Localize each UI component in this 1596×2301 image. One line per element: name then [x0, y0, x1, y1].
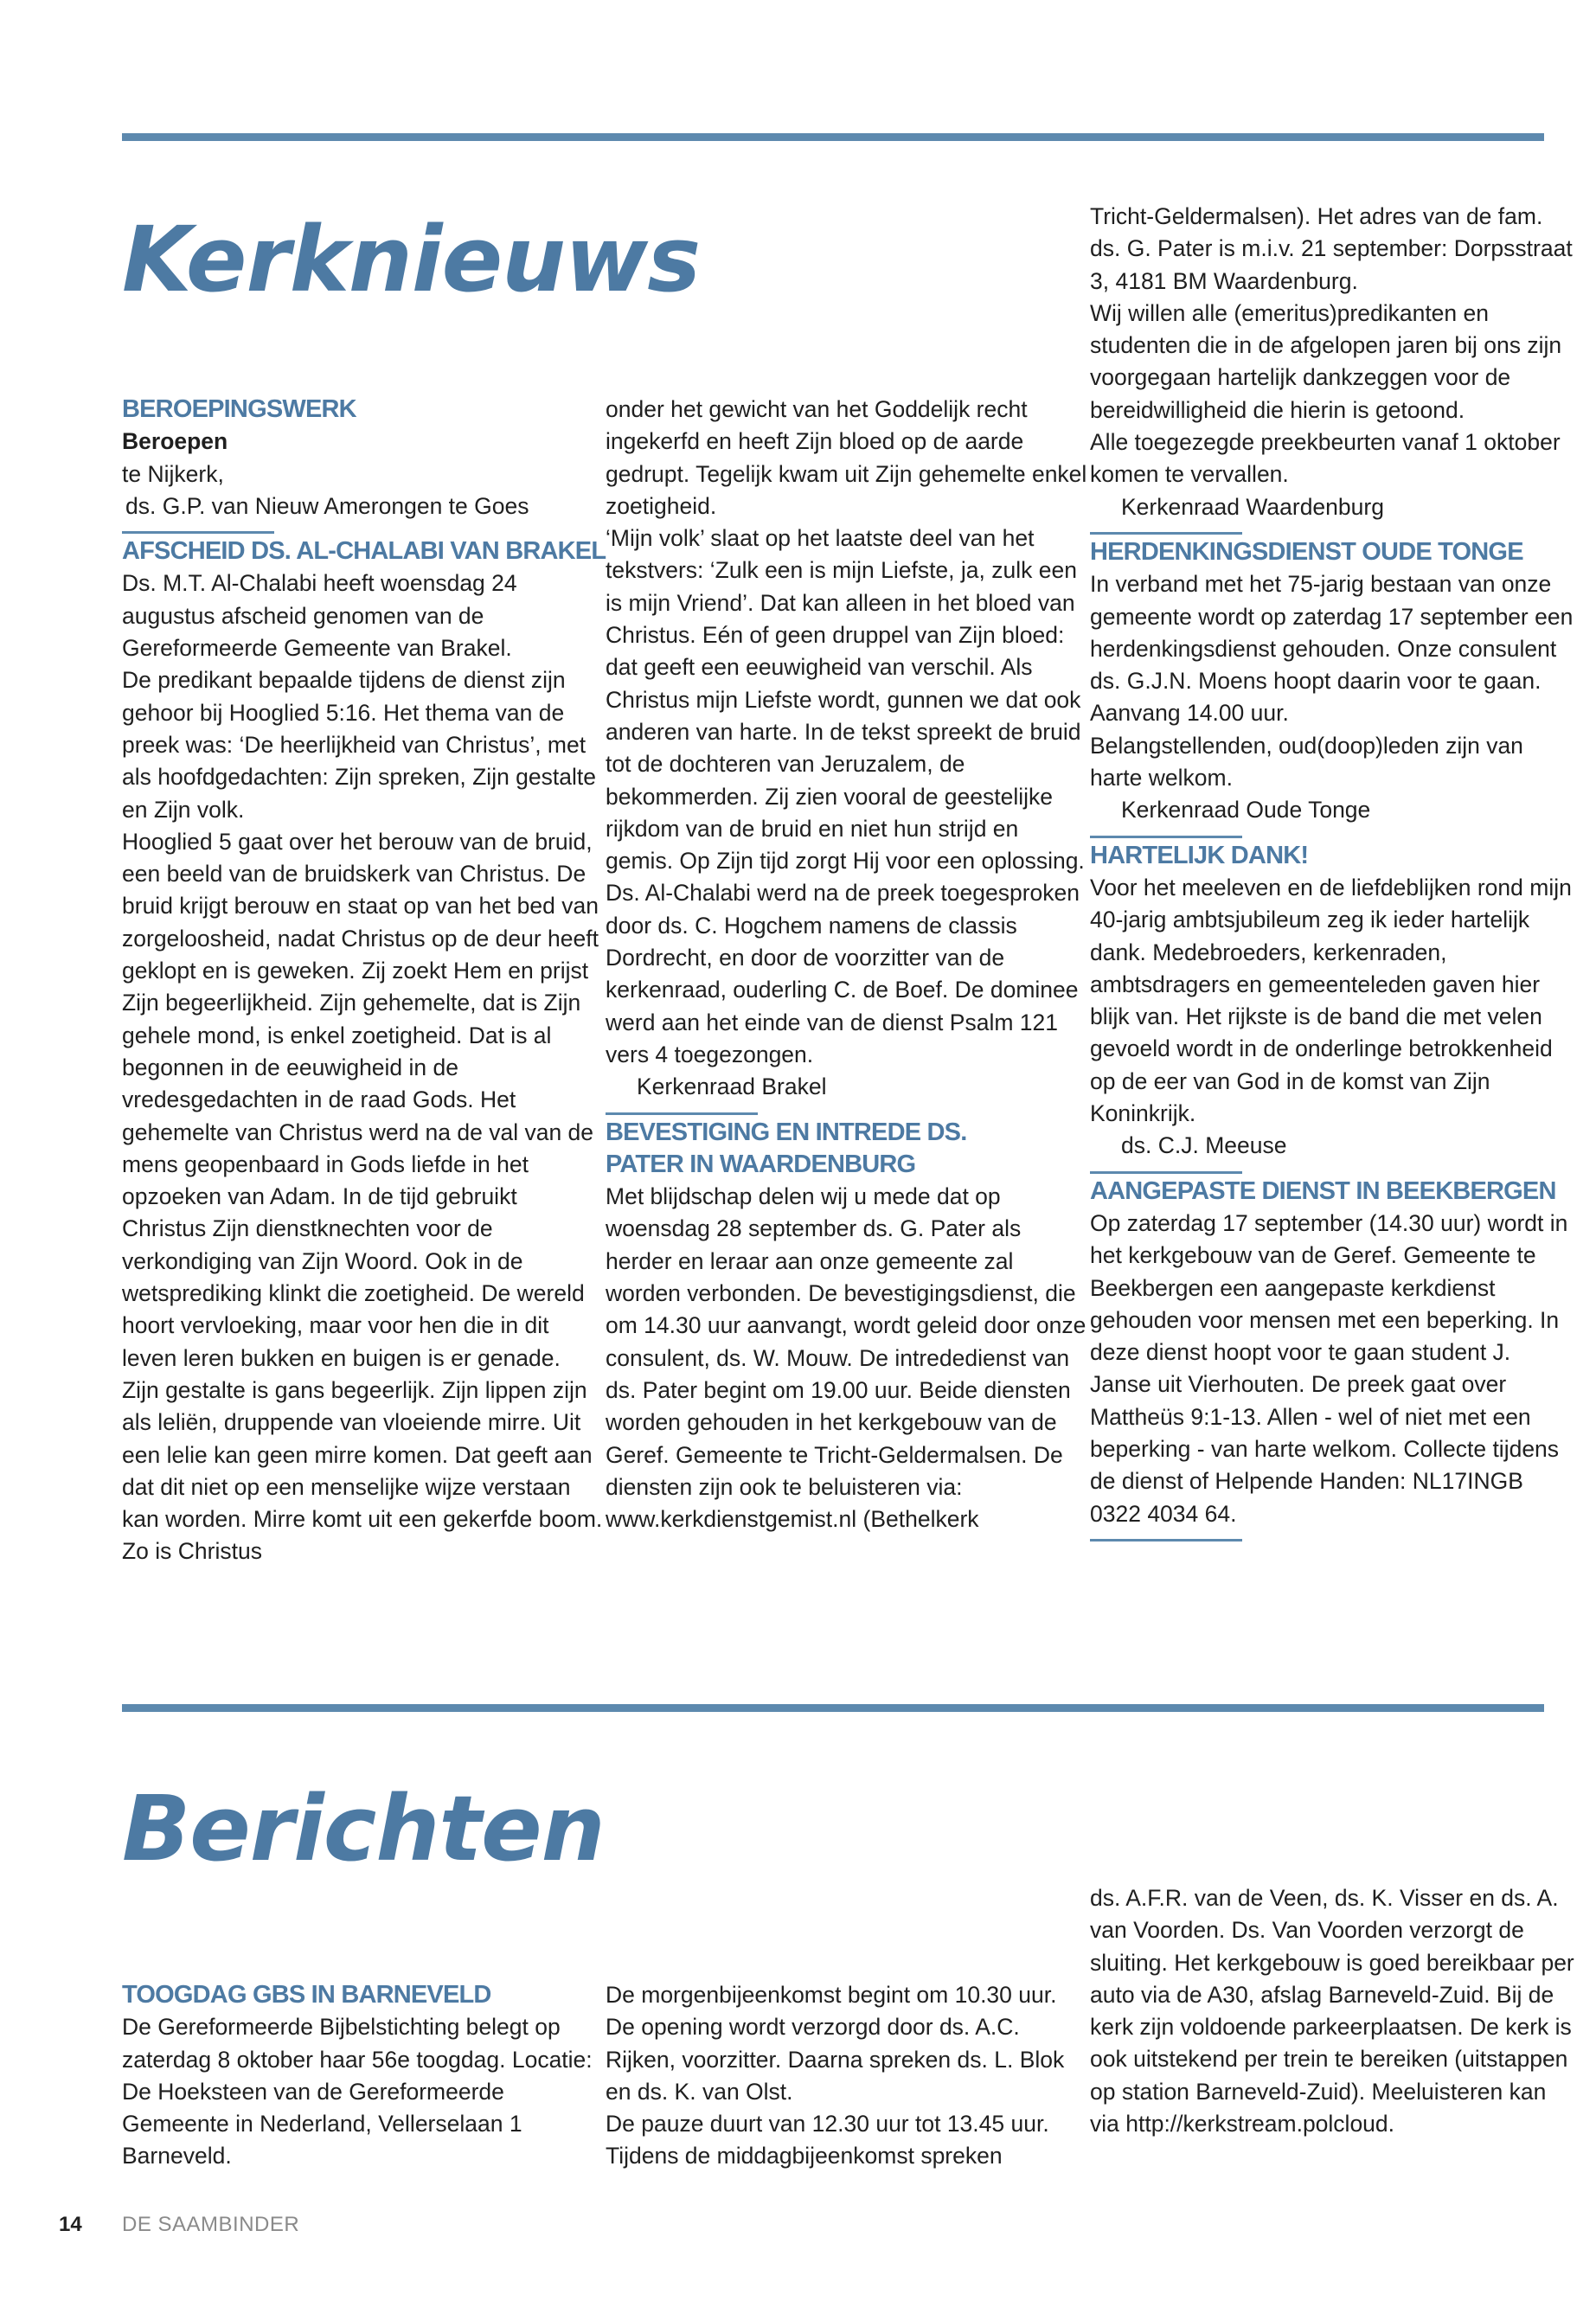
- paragraph: ds. A.F.R. van de Veen, ds. K. Visser en ds. A. van Voorden. Ds. Van Voorden verzorgt de sluiting. Het kerkgebouw is goed bereikbaar per auto via de A30, afslag Barneveld-Zuid. Bij de kerk zijn voldoende parkeerplaatsen. De kerk is ook uitstekend per trein te bereiken (uitstappen op station Barneveld-Zuid). Meeluisteren kan via http://kerkstream.polcloud.: [1090, 1885, 1574, 2138]
- subheading-beroepen: Beroepen: [122, 428, 228, 455]
- signature: Kerkenraad Oude Tonge: [1121, 797, 1371, 824]
- paragraph: De Gereformeerde Bijbelstichting belegt op zaterdag 8 oktober haar 56e toogdag. Locatie: De Hoeksteen van de Gereformeerde Gemeente in Nederland, Vellerselaan 1 Barneveld.: [122, 2014, 593, 2170]
- paragraph: Zijn gestalte is gans begeerlijk. Zijn lippen zijn als leliën, druppende van vloeiende mirre. Uit een lelie kan geen mirre komen. Dat geeft aan dat dit niet op een menselijke wijze verstaan kan worden. Mirre komt uit een gekerfde boom. Zo is Christus: [122, 1376, 603, 1565]
- paragraph: Tricht-Geldermalsen). Het adres van de fam. ds. G. Pater is m.i.v. 21 september: Dorpsstraat 3, 4181 BM Waardenburg.: [1090, 203, 1573, 294]
- kerknieuws-column-3: [1090, 201, 1574, 1543]
- kerknieuws-column-2: [606, 394, 1090, 1535]
- section-separator: [606, 1112, 758, 1115]
- heading-afscheid: AFSCHEID DS. AL-CHALABI VAN BRAKEL: [122, 537, 606, 566]
- page-number: 14: [59, 2213, 82, 2236]
- signature: Kerkenraad Waardenburg: [1121, 493, 1384, 520]
- section-separator: [1090, 1539, 1242, 1541]
- berichten-column-2: [606, 1979, 1090, 2173]
- section-title-kerknieuws: Kerknieuws: [122, 207, 701, 312]
- paragraph: Op zaterdag 17 september (14.30 uur) wordt in het kerkgebouw van de Geref. Gemeente te Beekbergen een aangepaste kerkdienst gehouden voor mensen met een beperking. In deze dienst hoopt voor te gaan student J. Janse uit Vierhouten. De preek gaat over Mattheüs 9:1-13. Allen - wel of niet met een beperking - van harte welkom. Collecte tijdens de dienst of Helpende Handen: NL17INGB 0322 4034 64.: [1090, 1209, 1568, 1527]
- berichten-column-1: [122, 1979, 606, 2173]
- magazine-name: DE SAAMBINDER: [122, 2213, 300, 2236]
- beroepen-line: ds. G.P. van Nieuw Amerongen te Goes: [125, 492, 529, 519]
- section-separator: [1090, 532, 1242, 535]
- beroepen-line: te Nijkerk,: [122, 460, 224, 487]
- heading-aangepaste: AANGEPASTE DIENST IN BEEKBERGEN: [1090, 1176, 1556, 1205]
- paragraph: Wij willen alle (emeritus)predikanten en studenten die in de afgelopen jaren bij ons zijn voorgegaan hartelijk dankzeggen voor de bereidwilligheid die hierin is getoond.: [1090, 299, 1562, 423]
- paragraph: Alle toegezegde preekbeurten vanaf 1 oktober komen te vervallen.: [1090, 429, 1561, 488]
- top-rule: [122, 133, 1544, 141]
- section-title-berichten: Berichten: [122, 1776, 605, 1881]
- heading-dank: HARTELIJK DANK!: [1090, 841, 1309, 869]
- section-separator: [1090, 1171, 1242, 1174]
- paragraph: In verband met het 75-jarig bestaan van onze gemeente wordt op zaterdag 17 september een herdenkingsdienst gehouden. Onze consulent ds. G.J.N. Moens hoopt daarin voor te gaan. Aanvang 14.00 uur.: [1090, 571, 1574, 727]
- paragraph: Belangstellenden, oud(doop)leden zijn van harte welkom.: [1090, 732, 1523, 792]
- signature: Kerkenraad Brakel: [637, 1074, 827, 1100]
- section-separator: [1090, 836, 1242, 838]
- section-separator: [122, 531, 274, 534]
- heading-herdenking: HERDENKINGSDIENST OUDE TONGE: [1090, 537, 1523, 566]
- paragraph: Ds. M.T. Al-Chalabi heeft woensdag 24 augustus afscheid genomen van de Gereformeerde Gemeente van Brakel.: [122, 570, 517, 662]
- paragraph: onder het gewicht van het Goddelijk recht ingekerfd en heeft Zijn bloed op de aarde gedrupt. Tegelijk kwam uit Zijn gehemelte enkel zoetigheid.: [606, 396, 1087, 519]
- heading-toogdag: TOOGDAG GBS IN BARNEVELD: [122, 1981, 491, 2009]
- heading-line: BEVESTIGING EN INTREDE DS.: [606, 1118, 967, 1146]
- paragraph: Met blijdschap delen wij u mede dat op woensdag 28 september ds. G. Pater als herder en leraar aan onze gemeente zal worden verbonden. De bevestigingsdienst, die om 14.30 uur aanvangt, wordt geleid door onze consulent, ds. W. Mouw. De intrededienst van ds. Pater begint om 19.00 uur. Beide diensten worden gehouden in het kerkgebouw van de Geref. Gemeente te Tricht-Geldermalsen. De diensten zijn ook te beluisteren via: www.kerkdienstgemist.nl (Bethelkerk: [606, 1183, 1086, 1533]
- paragraph: De pauze duurt van 12.30 uur tot 13.45 uur. Tijdens de middagbijeenkomst spreken: [606, 2111, 1049, 2170]
- paragraph: Hooglied 5 gaat over het berouw van de bruid, een beeld van de bruidskerk van Christus. De bruid krijgt berouw en staat op van het bed van zorgeloosheid, nadat Christus op de deur heeft geklopt en is geweken. Zij zoekt Hem en prijst Zijn begeerlijkheid. Zijn gehemelte, dat is Zijn gehele mond, is enkel zoetigheid. Dat is al begonnen in de eeuwigheid in de vredesgedachten in de raad Gods. Het gehemelte van Christus werd na de val van de mens geopenbaard in Gods liefde in het opzoeken van Adam. In de tijd gebruikt Christus Zijn dienstknechten voor de verkondiging van Zijn Woord. Ook in de wetsprediking klinkt die zoetigheid. De wereld hoort vervloeking, maar voor hen die in dit leven leren bukken en buigen is er genade.: [122, 828, 599, 1371]
- heading-beroepingswerk: BEROEPINGSWERK: [122, 395, 356, 423]
- paragraph: ‘Mijn volk’ slaat op het laatste deel van het tekstvers: ‘Zulk een is mijn Liefste, ja, zulk een is mijn Vriend’. Dat kan alleen in het bloed van Christus. Eén of geen druppel van Zijn bloed: dat geeft een eeuwigheid van verschil. Als Christus mijn Liefste wordt, gunnen we dat ook anderen van harte. In de tekst spreekt de bruid tot de dochteren van Jeruzalem, de bekommerden. Zij zien vooral de geestelijke rijkdom van de bruid en niet hun strijd en gemis. Op Zijn tijd zorgt Hij voor een oplossing.: [606, 525, 1085, 875]
- heading-bevestiging: [606, 1117, 1090, 1182]
- kerknieuws-column-1: [122, 394, 606, 1568]
- paragraph: Ds. Al-Chalabi werd na de preek toegesproken door ds. C. Hogchem namens de classis Dordrecht, en door de voorzitter van de kerkenraad, ouderling C. de Boef. De dominee werd aan het einde van de dienst Psalm 121 vers 4 toegezongen.: [606, 880, 1080, 1067]
- paragraph: De predikant bepaalde tijdens de dienst zijn gehoor bij Hooglied 5:16. Het thema van de preek was: ‘De heerlijkheid van Christus’, met als hoofdgedachten: Zijn spreken, Zijn gestalte en Zijn volk.: [122, 667, 596, 823]
- signature: ds. C.J. Meeuse: [1121, 1132, 1287, 1159]
- berichten-column-3: [1090, 1882, 1574, 2140]
- middle-rule: [122, 1704, 1544, 1712]
- paragraph: De morgenbijeenkomst begint om 10.30 uur. De opening wordt verzorgd door ds. A.C. Rijken, voorzitter. Daarna spreken ds. L. Blok en ds. K. van Olst.: [606, 1982, 1065, 2105]
- heading-line: PATER IN WAARDENBURG: [606, 1150, 916, 1178]
- paragraph: Voor het meeleven en de liefdeblijken rond mijn 40-jarig ambtsjubileum zeg ik ieder hartelijk dank. Medebroeders, kerkenraden, ambtsdragers en gemeenteleden gaven hier blijk van. Het rijkste is de band die met velen gevoeld wordt in de onderlinge betrokkenheid op de eer van God in de komst van Zijn Koninkrijk.: [1090, 874, 1572, 1127]
